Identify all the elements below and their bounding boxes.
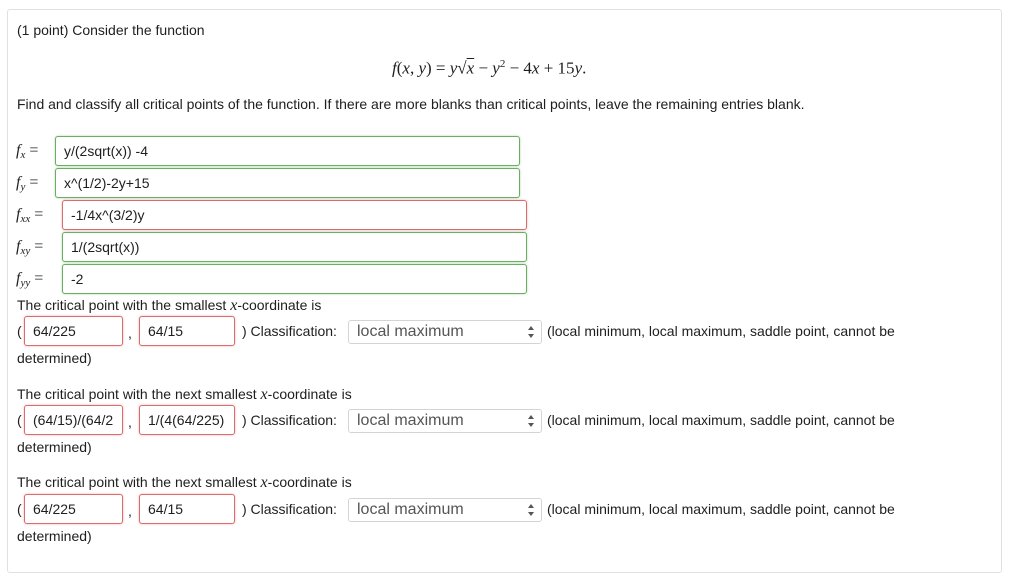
selected-value: local maximum [357,412,464,429]
fyy-input[interactable]: -2 [62,264,527,294]
critical-point-2-classification-select[interactable] [348,409,542,433]
comma: , [128,503,132,519]
selected-value: local maximum [357,501,464,518]
fxy-label: $f_{xy}$ = [16,238,44,257]
fxx-label: $f_{xx}$ = [16,206,44,225]
critical-point-3-classification-select[interactable] [348,498,542,522]
select-arrows-icon [527,324,535,340]
fxx-input[interactable]: -1/4x^(3/2)y [62,200,527,230]
options-hint: (local minimum, local maximum, saddle point, cannot be [547,412,895,428]
options-hint-cont: determined) [17,350,92,366]
critical-point-1-y-input[interactable]: 64/15 [139,316,235,346]
critical-point-3-x-input[interactable]: 64/225 [24,494,123,524]
classification-label: ) Classification: [242,323,337,339]
fx-input[interactable]: y/(2sqrt(x)) -4 [55,136,520,166]
comma: , [128,414,132,430]
options-hint: (local minimum, local maximum, saddle point, cannot be [547,323,895,339]
critical-point-3-heading: The critical point with the next smallest x-coordinate is [17,474,352,491]
options-hint: (local minimum, local maximum, saddle point, cannot be [547,501,895,517]
classification-label: ) Classification: [242,501,337,517]
fx-label: $f_x$ = [16,142,39,161]
select-arrows-icon [527,502,535,518]
comma: , [128,325,132,341]
critical-point-1-classification-select[interactable] [348,320,542,344]
critical-point-2-heading: The critical point with the next smallest x-coordinate is [17,386,352,403]
options-hint-cont: determined) [17,528,92,544]
fy-label: $f_y$ = [16,174,39,193]
problem-instruction: Find and classify all critical points of the function. If there are more blanks than critical points, leave the remaining entries blank. [17,96,805,112]
fy-input[interactable]: x^(1/2)-2y+15 [55,168,520,198]
critical-point-3-y-input[interactable]: 64/15 [139,494,235,524]
open-paren: ( [17,501,22,517]
select-arrows-icon [527,413,535,429]
open-paren: ( [17,412,22,428]
open-paren: ( [17,323,22,339]
critical-point-1-heading: The critical point with the smallest x-coordinate is [17,297,322,314]
critical-point-1-x-input[interactable]: 64/225 [24,316,123,346]
selected-value: local maximum [357,323,464,340]
critical-point-2-x-input[interactable]: (64/15)/(64/2 [24,405,123,435]
classification-label: ) Classification: [242,412,337,428]
function-formula: f(x, $y) = y√x - y^2 - 4x + 15y$. [392,58,587,78]
problem-intro: (1 point) Consider the function [17,22,205,38]
critical-point-2-y-input[interactable]: 1/(4(64/225) [139,405,235,435]
fxy-input[interactable]: 1/(2sqrt(x)) [62,232,527,262]
fyy-label: $f_{yy}$ = [16,270,44,289]
options-hint-cont: determined) [17,439,92,455]
